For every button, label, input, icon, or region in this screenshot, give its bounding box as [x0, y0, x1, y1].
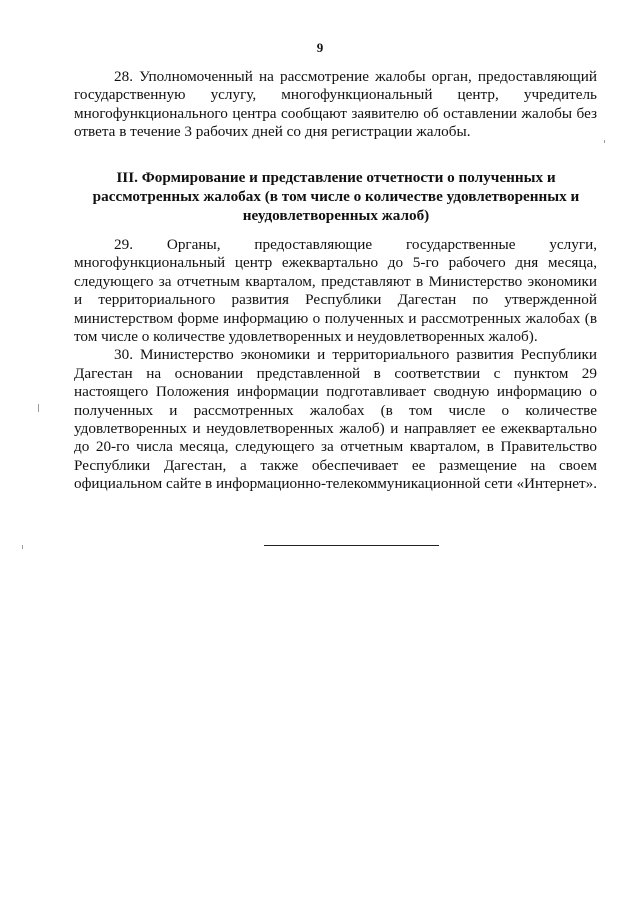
- scan-speck: [604, 140, 605, 143]
- section-heading: III. Формирование и представление отчетности о полученных и рассмотренных жалобах (в том числе о количестве удовлетворенных и неудовлетворенных жалоб): [92, 169, 580, 224]
- scan-speck: [38, 404, 39, 412]
- scan-speck: [22, 545, 23, 549]
- page-number: 9: [316, 40, 324, 55]
- paragraph-block-28: [74, 68, 597, 142]
- closing-rule: [264, 545, 439, 546]
- paragraph-28: 28. Уполномоченный на рассмотрение жалобы орган, предоставляющий государственную услугу, многофункциональный центр, учредитель многофункционального центра сообщают заявителю об оставлении жалобы без ответа в течение 3 рабочих дней со дня регистрации жалобы.: [74, 68, 597, 141]
- paragraph-30: 30. Министерство экономики и территориального развития Республики Дагестан на основании представленной в соответствии с пунктом 29 настоящего Положения информации подготавливает сводную информацию о полученных и рассмотренных жалобах (в том числе о количестве удовлетворенных и неудовлетворенных жалоб) и направляет ее ежеквартально до 20-го числа месяца, следующего за отчетным кварталом, в Правительство Республики Дагестан, а также обеспечивает ее размещение на своем официальном сайте в информационно-телекоммуникационной сети «Интернет».: [74, 346, 598, 493]
- paragraph-block-29-30: [74, 236, 597, 494]
- paragraph-29: 29. Органы, предоставляющие государственные услуги, многофункциональный центр ежеквартально до 5-го рабочего дня месяца, следующего за отчетным кварталом, представляют в Министерство экономики и территориального развития Республики Дагестан по утвержденной министерством форме информацию о полученных и рассмотренных жалобах (в том числе о количестве удовлетворенных и неудовлетворенных жалоб).: [74, 236, 597, 346]
